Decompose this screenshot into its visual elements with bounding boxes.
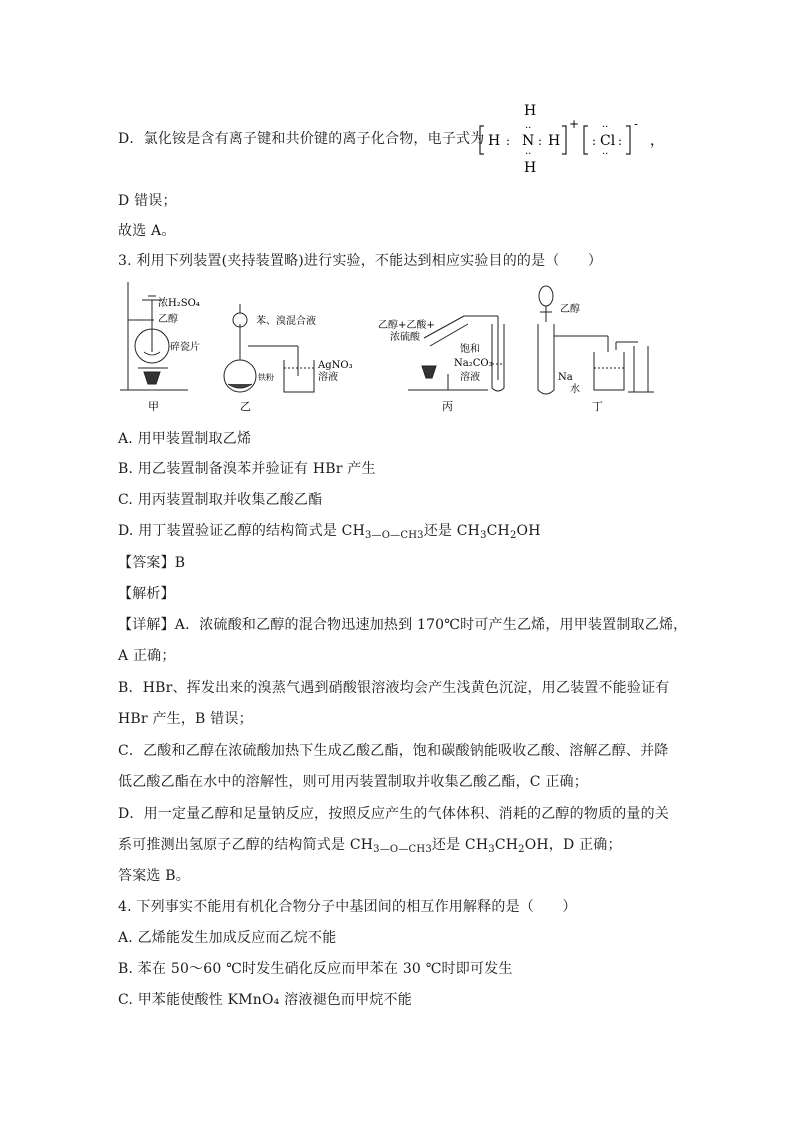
svg-text:··: ··	[525, 123, 532, 134]
bing-label-reagents1: 乙醇+乙酸+	[378, 320, 435, 331]
ding-label-water: 水	[570, 384, 580, 395]
h-bottom: H	[524, 160, 537, 176]
plus-charge: +	[569, 117, 580, 131]
jia-name: 甲	[148, 400, 159, 413]
h-top: H	[524, 103, 537, 119]
svg-text:··: ··	[602, 122, 609, 133]
question-3-stem: 3. 利用下列装置(夹持装置略)进行实验，不能达到相应实验目的的是（ ）	[118, 253, 603, 269]
choose-a-line: 故选 A。	[118, 223, 176, 239]
detail-c-line2: 低乙酸乙酯在水中的溶解性，则可用丙装置制取并收集乙酸乙酯，C 正确；	[118, 774, 588, 790]
svg-text:··: ··	[602, 149, 609, 160]
q3-answer: 【答案】B	[118, 555, 186, 571]
h-right: H	[548, 133, 561, 149]
option-d-text: D．氯化铵是含有离子键和共价键的离子化合物，电子式为	[118, 131, 485, 147]
h-left: H	[488, 133, 501, 149]
option-d-line	[118, 128, 484, 148]
svg-text::: :	[592, 134, 597, 148]
svg-text::: :	[618, 134, 623, 148]
detail-b-line2: HBr 产生，B 错误；	[118, 711, 253, 727]
detail-b-line1: B．HBr、挥发出来的溴蒸气遇到硝酸银溶液均会产生浅黄色沉淀，用乙装置不能验证有	[118, 680, 670, 696]
yi-label-mix: 苯、溴混合液	[256, 316, 316, 327]
yi-label-solution: 溶液	[318, 372, 338, 383]
q3-analysis-heading: 【解析】	[118, 586, 175, 602]
n-atom: N	[522, 133, 535, 149]
ammonium-chloride-electron-formula	[478, 100, 668, 180]
q3-option-d: D. 用丁装置验证乙醇的结构简式是 $CH_{3—O—CH3}$还是 $CH_3CH_2OH$	[118, 523, 541, 541]
detail-d-line2: 系可推测出氢原子乙醇的结构简式是 $CH_{3—O—CH3}$还是 $CH_3CH_2OH$，D 正确；	[118, 837, 622, 855]
ding-label-ethanol: 乙醇	[560, 304, 580, 315]
q4-option-a: A. 乙烯能发生加成反应而乙烷不能	[118, 930, 337, 946]
yi-label-agno3: AgNO₃	[318, 360, 353, 371]
jia-label-acid: 浓H₂SO₄	[158, 298, 200, 309]
minus-charge: -	[634, 117, 639, 131]
yi-label-fe: 铁粉	[258, 373, 274, 382]
q3-option-c: C. 用丙装置制取并收集乙酸乙酯	[118, 492, 323, 508]
ding-name: 丁	[592, 400, 603, 413]
bing-label-sat: 饱和	[460, 344, 480, 355]
apparatus-ding	[538, 286, 654, 394]
answer-b-line: 答案选 B。	[118, 868, 190, 884]
ding-label-na: Na	[558, 372, 573, 383]
yi-name: 乙	[240, 400, 251, 413]
d-wrong-line: D 错误；	[118, 193, 177, 209]
jia-label-chips: 碎瓷片	[170, 342, 200, 353]
bing-label-reagents2: 浓硫酸	[390, 332, 420, 343]
cl-atom: Cl	[600, 133, 616, 149]
jia-label-ethanol: 乙醇	[158, 314, 178, 325]
bing-label-solution: 溶液	[460, 372, 480, 383]
question-4-stem: 4. 下列事实不能用有机化合物分子中基团间的相互作用解释的是（ ）	[118, 899, 577, 915]
q3-option-a: A. 用甲装置制取乙烯	[118, 431, 252, 447]
svg-text:··: ··	[525, 149, 532, 160]
bing-label-na2co3: Na₂CO₃	[454, 358, 493, 369]
detail-d-line1: D．用一定量乙醇和足量钠反应，按照反应产生的气体体积、消耗的乙醇的物质的量的关	[118, 806, 670, 822]
option-d-trailing: ，	[650, 133, 664, 149]
svg-text::: :	[538, 134, 543, 148]
detail-a-line2: A 正确；	[118, 648, 176, 664]
svg-text::: :	[506, 134, 511, 148]
bing-name: 丙	[442, 400, 453, 413]
detail-a-line1: 【详解】A．浓硫酸和乙醇的混合物迅速加热到 170℃时可产生乙烯，用甲装置制取乙烯，	[118, 617, 688, 633]
q3-d-text: D. 用丁装置验证乙醇的结构简式是 CH	[118, 523, 365, 539]
q4-option-b: B. 苯在 50～60 ℃时发生硝化反应而甲苯在 30 ℃时即可发生	[118, 961, 513, 977]
detail-c-line1: C．乙酸和乙醇在浓硫酸加热下生成乙酸乙酯，饱和碳酸钠能吸收乙酸、溶解乙醇、并降	[118, 743, 669, 759]
q4-option-c: C. 甲苯能使酸性 KMnO₄ 溶液褪色而甲烷不能	[118, 992, 412, 1008]
apparatus-figure	[118, 280, 678, 420]
q3-option-b: B. 用乙装置制备溴苯并验证有 HBr 产生	[118, 461, 376, 477]
